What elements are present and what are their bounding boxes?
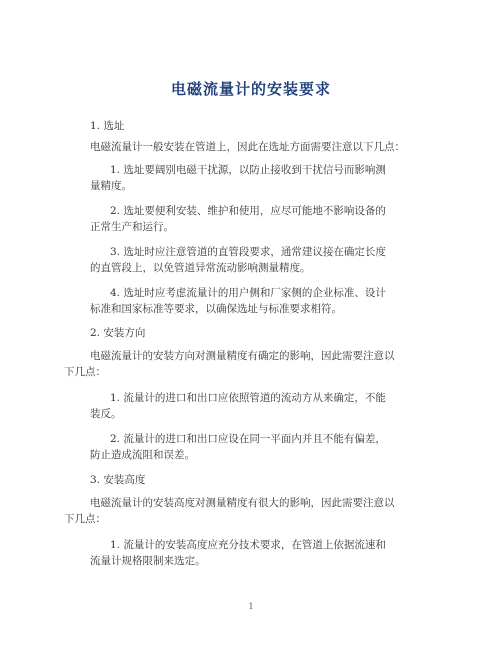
- list-item-line: 1. 流量计的安装高度应充分技术要求，在管道上依据流速和: [110, 539, 386, 551]
- list-item-line: 的直管段上，以免管道异常流动影响测量精度。: [90, 262, 311, 274]
- list-item-line: 防止造成流阻和误差。: [90, 449, 195, 461]
- section-heading-height: 3. 安装高度: [90, 474, 146, 486]
- document-title: 电磁流量计的安装要求: [170, 80, 331, 98]
- list-item-line: 1. 选址要阔别电磁干扰源，以防止接收到干扰信号而影响测: [110, 164, 386, 176]
- list-item-line: 流量计规格限制来选定。: [90, 555, 206, 567]
- list-item-line: 装反。: [90, 408, 122, 420]
- paragraph-line: 电磁流量计一般安装在管道上，因此在选址方面需要注意以下几点：: [90, 141, 405, 153]
- paragraph-line: 下几点：: [64, 366, 106, 378]
- paragraph-line: 电磁流量计的安装方向对测量精度有确定的影响，因此需要注意以: [90, 350, 395, 362]
- section-heading-site: 1. 选址: [90, 120, 125, 132]
- list-item-line: 4. 选址时应考虑流量计的用户侧和厂家侧的企业标准、设计: [110, 287, 386, 299]
- list-item-line: 正常生产和运行。: [90, 221, 174, 233]
- list-item-line: 标准和国家标准等要求，以确保选址与标准要求相符。: [90, 303, 342, 315]
- section-heading-direction: 2. 安装方向: [90, 327, 146, 339]
- list-item-line: 量精度。: [90, 180, 132, 192]
- list-item-line: 1. 流量计的进口和出口应依照管道的流动方从来确定，不能: [110, 392, 386, 404]
- list-item-line: 2. 选址要便利安装、维护和使用，应尽可能地不影响设备的: [110, 205, 386, 217]
- page-number: 1: [248, 602, 254, 611]
- paragraph-line: 电磁流量计的安装高度对测量精度有很大的影响，因此需要注意以: [90, 497, 395, 509]
- paragraph-line: 下几点：: [64, 513, 106, 525]
- list-item-line: 2. 流量计的进口和出口应设在同一平面内并且不能有偏差，: [110, 433, 386, 445]
- list-item-line: 3. 选址时应注意管道的直管段要求，通常建议接在确定长度: [110, 246, 386, 258]
